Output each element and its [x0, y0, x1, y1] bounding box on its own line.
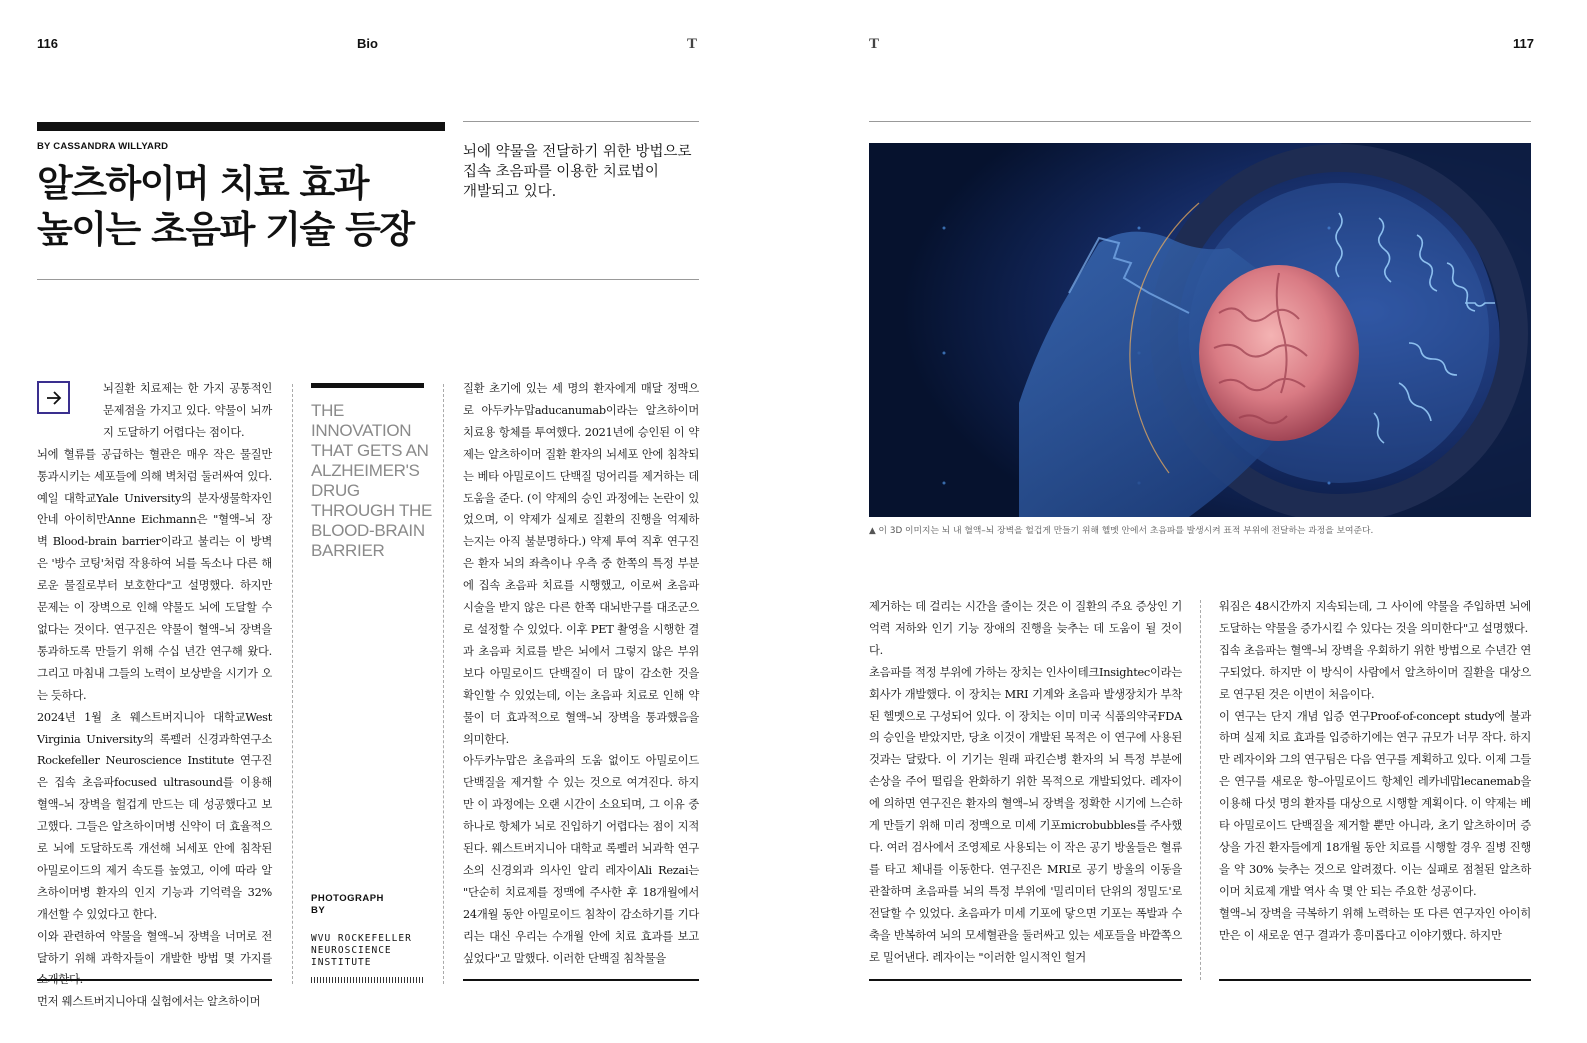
title-bottom-rule	[37, 279, 699, 280]
title-rule	[37, 122, 445, 131]
credit-label-line-1: PHOTOGRAPH	[311, 893, 384, 904]
column-divider	[443, 384, 444, 984]
column-bottom-rule	[463, 979, 699, 981]
deck-line-2: 집속 초음파를 이용한 치료법이	[463, 164, 659, 180]
magazine-logo-right: T	[869, 36, 880, 52]
article-column-2	[463, 378, 699, 969]
barcode-ornament	[311, 977, 424, 983]
brain-ultrasound-illustration	[869, 143, 1531, 517]
deck-line-1: 뇌에 약물을 전달하기 위한 방법으로	[463, 144, 692, 160]
credit-name-line-1: WVU ROCKEFELLER	[311, 933, 412, 944]
credit-label-line-2: BY	[311, 905, 326, 916]
paragraph-intro: 뇌질환 치료제는 한 가지 공통적인 문제점을 가지고 있다. 약물이 뇌까지 도달하기 어렵다는 점이다.	[103, 382, 272, 439]
section-label: Bio	[357, 36, 378, 51]
paragraph: 혈액–뇌 장벽을 극복하기 위해 노력하는 또 다른 연구자인 아이히만은 이 새로운 연구 결과가 흥미롭다고 이야기했다. 하지만	[1219, 906, 1531, 942]
headline-line-1: 알츠하이머 치료 효과	[37, 162, 368, 205]
paragraph: 초음파를 적정 부위에 가하는 장치는 인사이테크Insightec이라는 회사가 개발했다. 이 장치는 MRI 기계와 초음파 발생장치가 부착된 헬멧으로 구성되어 있다. 이 장치는 이미 미국 식품의약국FDA의 승인을 받았지만, 당초 이것이 개발된 목적은 이 연구에 사용된 것과는 달랐다. 이 기기는 원래 파킨슨병 환자의 뇌 특정 부분에 손상을 주어 떨림을 완화하기 위한 목적으로 개발되었다. 레자이에 의하면 연구진은 환자의 혈액–뇌 장벽을 정확한 시기에 느슨하게 만들기 위해 미리 정맥으로 미세 기포microbubbles를 주사했다. 여러 검사에서 조영제로 사용되는 이 작은 공기 방울들은 혈류를 타고 체내를 이동한다. 연구진은 MRI로 공기 방울의 이동을 관찰하며 초음파를 뇌의 특정 부위에 '밀리미터 단위의 정밀도'로 전달할 수 있었다. 초음파가 미세 기포에 닿으면 기포는 폭발과 수축을 반복하여 뇌의 모세혈관을 둘러싸고 있는 세포들을 바깥쪽으로 밀어낸다. 레자이는 "이러한 일시적인 헐거	[869, 665, 1182, 964]
deck-line-3: 개발되고 있다.	[463, 184, 557, 200]
article-column-1	[37, 378, 272, 1013]
deck-rule	[463, 121, 699, 122]
column-bottom-rule	[869, 979, 1182, 981]
paragraph: 2024년 1월 초 웨스트버지니아 대학교West Virginia University의 록펠러 신경과학연구소Rockefeller Neuroscience Institute 연구진은 집속 초음파focused ultrasound를 이용해 혈액–뇌 장벽을 헐겁게 만드는 데 성공했다고 보고했다. 그들은 알츠하이머병 신약이 더 효율적으로 뇌에 도달하도록 개선해 뇌세포 안에 침착된 아밀로이드의 제거 속도를 높였고, 이에 따라 알츠하이머병 환자의 인지 기능과 기억력을 32% 개선할 수 있었다고 한다.	[37, 710, 272, 921]
headline-line-2: 높이는 초음파 기술 등장	[37, 208, 414, 251]
right-page-number: 117	[1513, 36, 1534, 51]
paragraph: 뇌에 혈류를 공급하는 혈관은 매우 작은 물질만 통과시키는 세포들에 의해 벽처럼 둘러싸여 있다. 예일 대학교Yale University의 분자생물학자인 안네 아이히만Anne Eichmann은 "혈액–뇌 장벽 Blood-brain barrier이라고 불리는 이 방벽은 '방수 코팅'처럼 작용하여 뇌를 독소나 다른 해로운 물질로부터 보호한다"고 설명했다. 하지만 문제는 이 장벽으로 인해 약물도 뇌에 도달할 수 없다는 것이다. 연구진은 약물이 혈액–뇌 장벽을 통과하도록 만들기 위해 수십 년간 연구해 왔다. 그리고 마침내 그들의 노력이 보상받을 시기가 오는 듯하다.	[37, 447, 272, 702]
magazine-logo-left: T	[687, 36, 698, 52]
paragraph: 제거하는 데 걸리는 시간을 줄이는 것은 이 질환의 주요 증상인 기억력 저하와 인기 기능 장애의 진행을 늦추는 데 도움이 될 것이다.	[869, 600, 1182, 657]
paragraph: 아두카누맙은 초음파의 도움 없이도 아밀로이드 단백질을 제거할 수 있는 것으로 여겨진다. 하지만 이 과정에는 오랜 시간이 소요되며, 그 이유 중 하나로 항체가 뇌로 진입하기 어렵다는 점이 지적된다. 웨스트버지니아 대학교 록펠러 뇌과학 연구소의 신경외과 의사인 알리 레자이Ali Rezai는 "단순히 치료제를 정맥에 주사한 후 18개월에서 24개월 동안 아밀로이드 침착이 감소하기를 기다리는 대신 우리는 수개월 안에 치료 효과를 보고 싶었다"고 말했다. 이러한 단백질 침착물을	[463, 754, 699, 965]
hero-image	[869, 143, 1531, 517]
paragraph: 워짐은 48시간까지 지속되는데, 그 사이에 약물을 주입하면 뇌에 도달하는 약물을 증가시킬 수 있다는 것을 의미한다"고 설명했다.	[1219, 600, 1531, 635]
byline: BY CASSANDRA WILLYARD	[37, 141, 169, 152]
headline	[37, 161, 457, 253]
column-bottom-rule	[37, 979, 272, 981]
paragraph: 질환 초기에 있는 세 명의 환자에게 매달 정맥으로 아두카누맙aducanumab이라는 알츠하이머 치료용 항체를 투여했다. 2021년에 승인된 이 약제는 알츠하이머 질환 환자의 뇌세포 안에 침착되는 베타 아밀로이드 단백질 덩어리를 제거하는 데 도움을 준다. (이 약제의 승인 과정에는 논란이 있었으며, 이 약제가 실제로 질환의 진행을 억제하는지는 아직 불분명하다.) 약제 투여 직후 연구진은 환자 뇌의 좌측이나 우측 중 한쪽의 특정 부분에 집속 초음파 치료를 시행했고, 이로써 초음파 시술을 받지 않은 다른 한쪽 대뇌반구를 대조군으로 설정할 수 있었다. 이후 PET 촬영을 시행한 결과 초음파 치료를 받은 뇌에서 그렇지 않은 부위보다 아밀로이드 단백질이 더 많이 감소한 것을 확인할 수 있었는데, 이는 초음파 치료로 인해 약물이 더 효과적으로 혈액–뇌 장벽을 통과했음을 의미한다.	[463, 382, 699, 746]
paragraph: 이와 관련하여 약물을 혈액–뇌 장벽을 너머로 전달하기 위해 과학자들이 개발한 방법 몇 가지를	[37, 929, 272, 965]
image-caption: ▲ 이 3D 이미지는 뇌 내 혈액–뇌 장벽을 헐겁게 만들기 위해 헬멧 안에서 초음파를 발생시켜 표적 부위에 전달하는 과정을 보여준다.	[869, 526, 1374, 536]
paragraph: 먼저 웨스트버지니아대 실험에서는 알츠하이머	[37, 995, 261, 1009]
article-column-3	[869, 596, 1182, 968]
paragraph: 집속 초음파는 혈액–뇌 장벽을 우회하기 위한 방법으로 수년간 연구되었다. 하지만 이 방식이 사람에서 알츠하이머 질환을 대상으로 연구된 것은 이번이 처음이다.	[1219, 643, 1531, 701]
paragraph: 이 연구는 단지 개념 입증 연구Proof-of-concept study에 불과하며 실제 치료 효과를 입증하기에는 연구 규모가 너무 작다. 하지만 레자이와 그의 연구팀은 다음 연구를 계획하고 있다. 이제 그들은 연구를 새로운 항–아밀로이드 항체인 레카네맙lecanemab을 이용해 다섯 명의 환자를 대상으로 시행할 계획이다. 이 약제는 베타 아밀로이드 단백질을 제거할 뿐만 아니라, 초기 알츠하이머 증상을 가진 환자들에게 18개월 동안 치료를 시행할 경우 질병 진행을 약 30% 늦추는 것으로 알려졌다. 이는 실패로 점철된 알츠하이머 치료제 개발 역사 속 몇 안 되는 주요한 성공이다.	[1219, 709, 1531, 898]
pull-quote-rule	[311, 383, 424, 388]
column-bottom-rule	[1219, 979, 1531, 981]
column-divider	[1200, 600, 1201, 980]
column-divider	[292, 384, 293, 984]
pull-quote: THE INNOVATION THAT GETS AN ALZHEIMER'S DRUG THROUGH THE BLOOD-BRAIN BARRIER	[311, 401, 433, 560]
left-page-number: 116	[37, 36, 58, 51]
deck	[463, 142, 703, 202]
photo-credit	[311, 893, 412, 969]
article-column-4	[1219, 596, 1531, 947]
right-page-top-rule	[869, 121, 1531, 122]
credit-name-line-3: INSTITUTE	[311, 957, 372, 968]
credit-name-line-2: NEUROSCIENCE	[311, 945, 392, 956]
